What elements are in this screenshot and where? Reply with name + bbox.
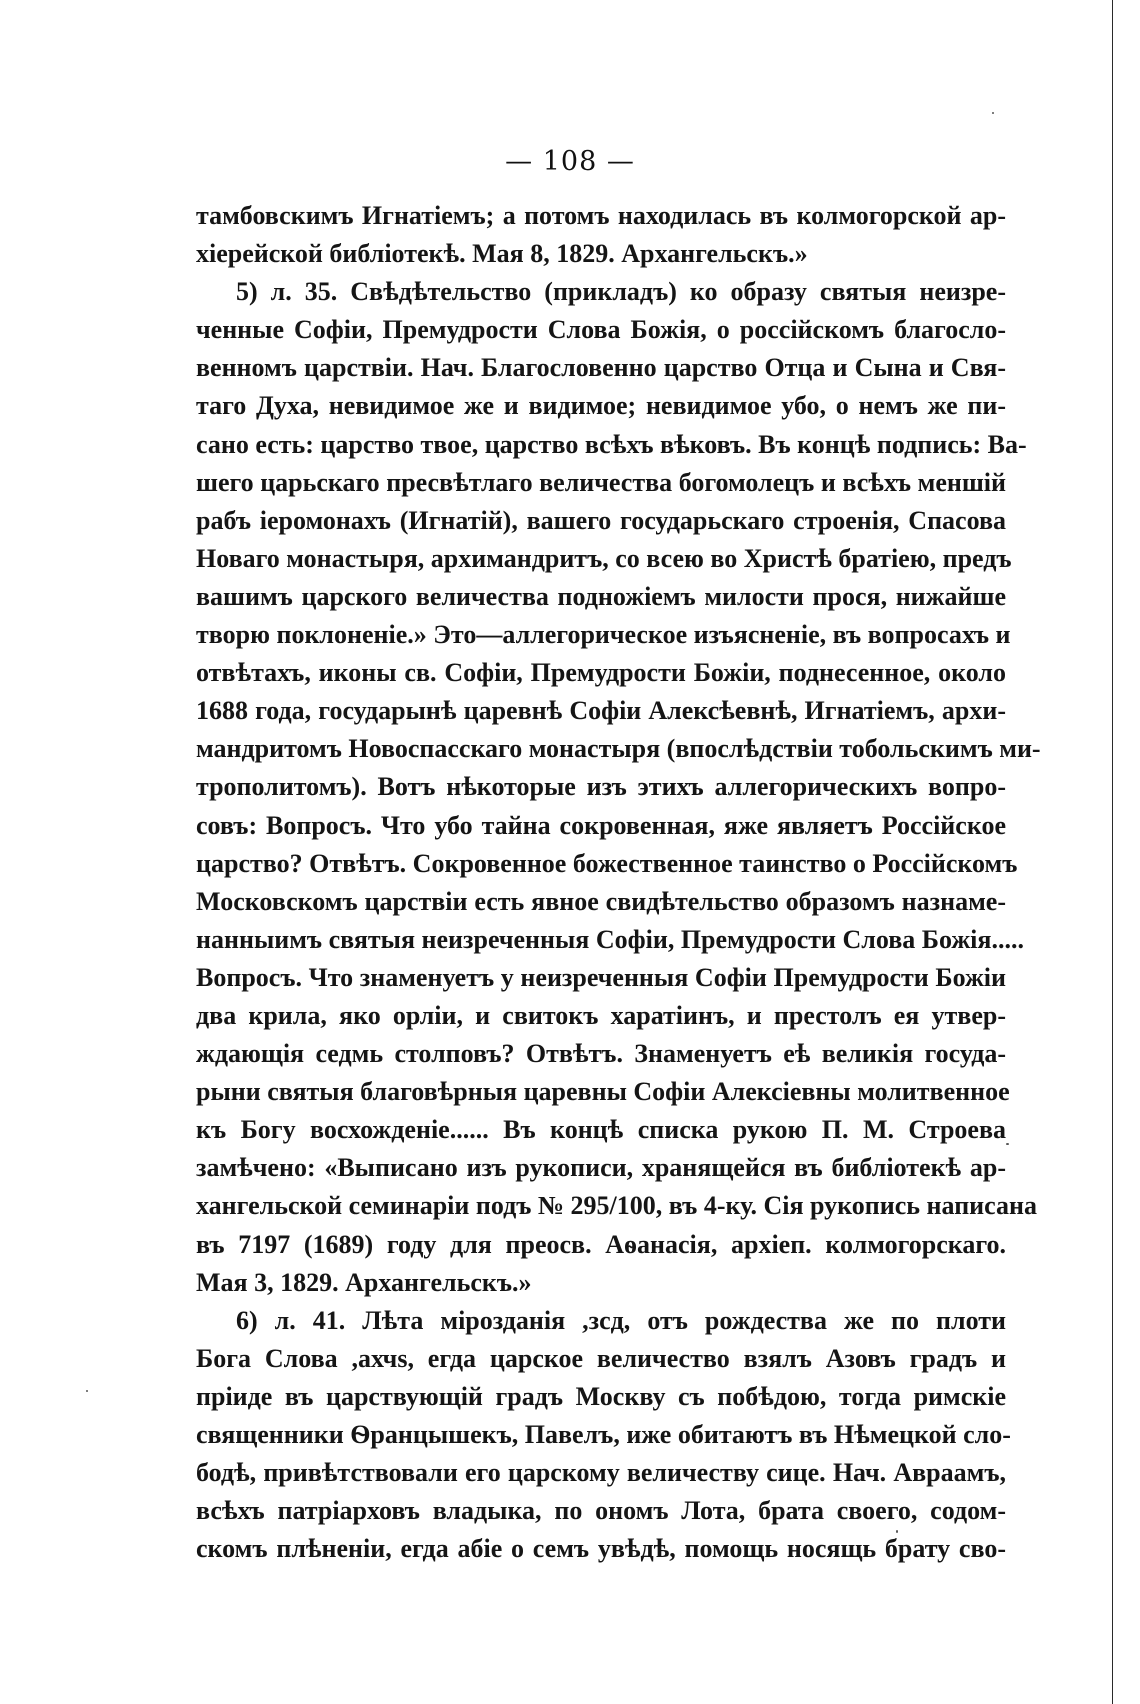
scan-speck	[992, 112, 994, 114]
scan-speck	[896, 1530, 898, 1533]
text-line: пріиде въ царствующій градъ Москву съ побѣдою, тогда римскіе	[196, 1381, 1006, 1411]
text-line: всѣхъ патріарховъ владыка, по ономъ Лота, брата своего, содом-	[196, 1496, 1006, 1526]
text-line: хангельской семинаріи подъ № 295/100, въ 4-ку. Сія рукопись написана	[196, 1191, 1037, 1221]
text-line: отвѣтахъ, иконы св. Софіи, Премудрости Божіи, поднесенное, около	[196, 658, 1006, 688]
text-line: замѣчено: «Выписано изъ рукописи, хранящейся въ библіотекѣ ар-	[196, 1153, 1006, 1183]
text-line: Новаго монастыря, архимандритъ, со всею во Христѣ братіею, предъ	[196, 543, 1012, 573]
text-line: царство? Отвѣтъ. Сокровенное божественное таинство о Россійскомъ	[196, 848, 1018, 878]
text-line: рабъ іеромонахъ (Игнатій), вашего государьскаго строенія, Спасова	[196, 505, 1006, 535]
text-line: рыни святыя благовѣрныя царевны Софіи Алексіевны молитвенное	[196, 1077, 1010, 1107]
text-line: таго Духа, невидимое же и видимое; невидимое убо, о немъ же пи-	[196, 391, 1006, 421]
text-line: Мая 3, 1829. Архангельскъ.»	[196, 1267, 532, 1297]
text-line: ждающія седмь столповъ? Отвѣтъ. Знаменуетъ еѣ великія госуда-	[196, 1039, 1006, 1069]
text-line: Московскомъ царствіи есть явное свидѣтельство образомъ назнаме-	[196, 886, 1006, 916]
text-line: священники Ѳранцышекъ, Павелъ, иже обитаютъ въ Нѣмецкой сло-	[196, 1420, 1011, 1449]
text-line: 5) л. 35. Свѣдѣтельство (прикладъ) ко образу святыя неизре-	[236, 277, 1006, 307]
text-line: тамбовскимъ Игнатіемъ; а потомъ находилась въ колмогорской ар-	[196, 201, 1006, 230]
text-line: 6) л. 41. Лѣта мірозданія ,зсд, отъ рождества же по плоти	[236, 1305, 1006, 1335]
scan-speck	[86, 1390, 88, 1392]
text-line: трополитомъ). Вотъ нѣкоторые изъ этихъ аллегорическихъ вопро-	[196, 772, 1006, 802]
text-line: Бога Слова ,ахчs, егда царское величество взялъ Азовъ градъ и	[196, 1343, 1006, 1373]
text-line: венномъ царствіи. Нач. Благословенно царство Отца и Сына и Свя-	[196, 353, 1006, 383]
text-line: шего царьскаго пресвѣтлаго величества богомолецъ и всѣхъ меншій	[196, 467, 1006, 497]
text-line: вашимъ царского величества подножіемъ милости прося, нижайше	[196, 581, 1006, 611]
page-edge-rule	[1112, 0, 1113, 1704]
text-line: Вопросъ. Что знаменуетъ у неизреченныя Софіи Премудрости Божіи	[196, 962, 1006, 992]
text-line: совъ: Вопросъ. Что убо тайна сокровенная, яже являетъ Россійское	[196, 810, 1006, 840]
scan-speck	[1006, 1143, 1009, 1145]
page-number: — 108 —	[505, 146, 635, 177]
text-line: хіерейской библіотекѣ. Мая 8, 1829. Архангельскъ.»	[196, 239, 808, 269]
text-line: 1688 года, государынѣ царевнѣ Софіи Алексѣевнѣ, Игнатіемъ, архи-	[196, 696, 1006, 726]
text-line: къ Богу восхожденіе...... Въ концѣ списка рукою П. М. Строева	[196, 1115, 1006, 1145]
text-line: творю поклоненіе.» Это—аллегорическое изъясненіе, въ вопросахъ и	[196, 620, 1011, 650]
body-text	[196, 197, 1041, 1568]
text-line: бодѣ, привѣтствовали его царскому величеству сице. Нач. Авраамъ,	[196, 1458, 1006, 1488]
text-line: сано есть: царство твое, царство всѣхъ вѣковъ. Въ концѣ подпись: Ва-	[196, 429, 1027, 459]
text-line: скомъ плѣненіи, егда абіе о семъ увѣдѣ, помощь носящь брату сво-	[196, 1534, 1006, 1564]
text-line: ченные Софіи, Премудрости Слова Божія, о россійскомъ благосло-	[196, 315, 1006, 345]
text-line: мандритомъ Новоспасскаго монастыря (впослѣдствіи тобольскимъ ми-	[196, 734, 1041, 764]
text-line: въ 7197 (1689) году для преосв. Аѳанасія, архіеп. колмогорскаго.	[196, 1229, 1006, 1259]
text-line: нанныимъ святыя неизреченныя Софіи, Премудрости Слова Божія.....	[196, 924, 1024, 954]
text-line: два крила, яко орліи, и свитокъ харатіинъ, и престолъ ея утвер-	[196, 1000, 1006, 1030]
